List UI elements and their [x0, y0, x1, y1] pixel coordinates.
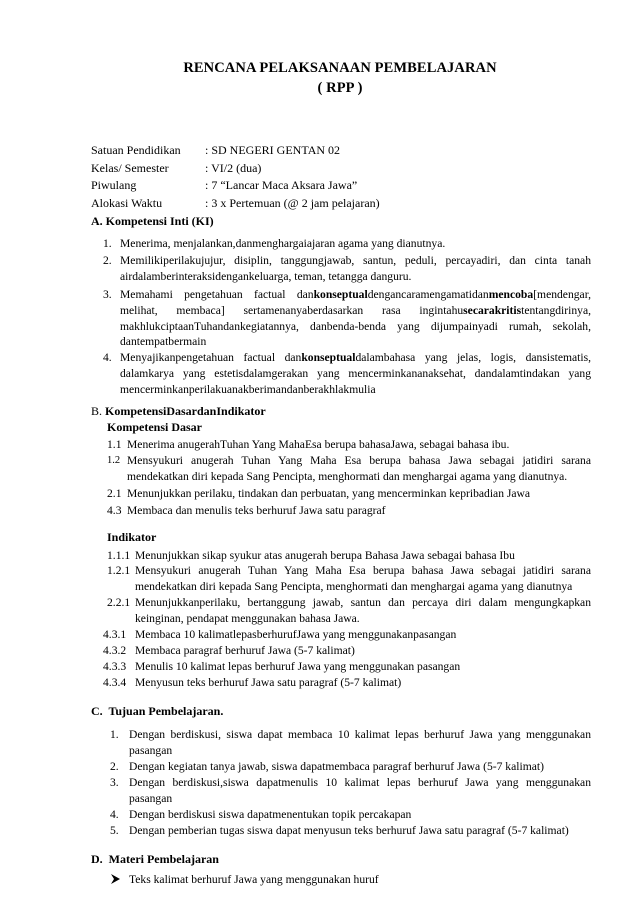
section-c-heading: C. Tujuan Pembelajaran.	[91, 704, 224, 718]
list-item	[103, 675, 591, 691]
page-subtitle: ( RPP )	[317, 80, 363, 96]
info-key: Alokasi Waktu	[91, 195, 163, 210]
list-number: 3.	[103, 288, 112, 301]
text-run: dengancaramengamatidan	[367, 288, 489, 301]
list-text: Membaca paragraf berhuruf Jawa (5-7 kalimat)	[135, 644, 355, 657]
list-number: 3.	[110, 776, 119, 789]
info-row	[91, 142, 380, 160]
arrow-bullet-icon-shape	[110, 873, 121, 885]
list-item	[110, 727, 591, 759]
list-number: 1.1.1	[107, 549, 131, 562]
bold-run: secarakritis	[463, 303, 522, 317]
list-number: 1.	[103, 237, 112, 250]
list-text: Menunjukkan perilaku, tindakan dan perbuatan, yang mencerminkan kepribadian Jawa	[127, 487, 531, 500]
info-value: : 7 “Lancar Maca Aksara Jawa”	[205, 178, 358, 192]
kd-subheading: Kompetensi Dasar	[107, 420, 202, 434]
info-value: : 3 x Pertemuan (@ 2 jam pelajaran)	[205, 195, 380, 210]
section-b-heading	[91, 404, 266, 419]
list-text	[103, 350, 591, 397]
list-item	[110, 807, 591, 823]
list-number: 1.2	[107, 455, 121, 466]
list-number: 5.	[110, 824, 119, 837]
list-number: 2.2.1	[107, 596, 131, 609]
list-text: Mensyukuri anugerah Tuhan Yang Maha Esa berupa bahasa Jawa sebagai jatidiri sarana mendekatkan diri kepada Sang Pencipta, menghormati dan menghargai agama yang dianutnya.	[127, 454, 591, 483]
text-run: [mendengar, melihat, membaca] sertamenanyaberdasarkan rasa ingintahu	[120, 288, 591, 317]
info-key: Satuan Pendidikan	[91, 143, 181, 157]
list-number: 4.3	[107, 504, 122, 517]
list-number: 4.3.3	[103, 660, 127, 673]
list-item	[103, 253, 591, 285]
list-text: Menerima anugerahTuhan Yang MahaEsa berupa bahasaJawa, sebagai bahasa ibu.	[127, 438, 510, 451]
list-number: 2.	[103, 254, 112, 267]
text-run: dalambahasa yang jelas, logis, dansistematis, dalamkarya yang estetisdalamgerakan yang mencerminkananaksehat, dandalamtindakan yang mencerminkanperilakuanakberimandanberakhlakmulia	[120, 351, 591, 396]
list-number: 2.1	[107, 487, 122, 500]
list-item	[107, 548, 591, 564]
info-row	[91, 195, 380, 213]
list-text: Menerima, menjalankan,danmenghargaiajaran agama yang dianutnya.	[120, 237, 446, 250]
list-number: 4.3.2	[103, 644, 127, 657]
list-item	[103, 350, 591, 397]
list-text: Dengan kegiatan tanya jawab, siswa dapatmembaca paragraf berhuruf Jawa (5-7 kalimat)	[129, 760, 544, 773]
info-value: : VI/2 (dua)	[205, 160, 262, 175]
list-item	[103, 659, 591, 675]
arrow-bullet-icon	[110, 873, 121, 889]
info-value: : SD NEGERI GENTAN 02	[205, 143, 341, 157]
info-key: Kelas/ Semester	[91, 160, 169, 175]
list-item	[107, 453, 591, 485]
info-key: Piwulang	[91, 178, 137, 192]
list-text: Menulis 10 kalimat lepas berhuruf Jawa yang menggunakan pasangan	[135, 660, 461, 673]
list-item	[103, 236, 591, 252]
list-number: 4.3.4	[103, 676, 127, 689]
list-text: Menunjukkan sikap syukur atas anugerah berupa Bahasa Jawa sebagai bahasa Ibu	[135, 549, 515, 562]
list-item	[107, 563, 591, 595]
page-title: RENCANA PELAKSANAAN PEMBELAJARAN	[183, 60, 497, 76]
bold-run: konseptual	[313, 288, 368, 301]
indikator-subheading: Indikator	[107, 530, 157, 544]
list-item	[107, 503, 591, 519]
bold-run: konseptual	[301, 351, 356, 364]
list-text: Dengan berdiskusi siswa dapatmenentukan topik percakapan	[129, 808, 412, 821]
list-item	[107, 595, 591, 627]
list-text: Memilikiperilakujujur, disiplin, tanggungjawab, santun, peduli, percayadiri, dan cinta tanah airdalamberinteraksidengankeluarga, teman, tetangga danguru.	[120, 254, 591, 283]
bullet-text: Teks kalimat berhuruf Jawa yang menggunakan huruf	[129, 873, 379, 886]
list-number: 1.	[110, 728, 119, 741]
list-number: 1.1	[107, 438, 122, 451]
list-number: 4.3.1	[103, 628, 127, 641]
list-text: Membaca dan menulis teks berhuruf Jawa satu paragraf	[127, 504, 386, 517]
list-item	[103, 627, 591, 643]
section-a-heading: A. Kompetensi Inti (KI)	[91, 214, 214, 228]
list-number: 2.	[110, 760, 119, 773]
identity-table	[91, 142, 380, 212]
list-number: 4.	[103, 351, 112, 364]
section-d-heading: D. Materi Pembelajaran	[91, 852, 219, 866]
info-row	[91, 160, 380, 178]
list-item	[107, 437, 591, 453]
list-number: 1.2.1	[107, 564, 131, 577]
list-text	[103, 287, 591, 350]
list-number: 4.	[110, 808, 119, 821]
list-item	[110, 775, 591, 807]
list-text: Dengan pemberian tugas siswa dapat menyusun teks berhuruf Jawa satu paragraf (5-7 kalimat)	[129, 824, 569, 837]
info-row	[91, 177, 380, 195]
bold-run: mencoba	[488, 288, 534, 301]
list-item	[110, 759, 591, 775]
list-text: Mensyukuri anugerah Tuhan Yang Maha Esa berupa bahasa Jawa sebagai jatidiri sarana mendekatkan diri kepada Sang Pencipta, menghormati dan menghargai agama yang dianutnya	[135, 564, 591, 593]
text-run: tentangdirinya, makhlukciptaanTuhandankegiatannya, danbenda-benda yang dijumpainyadi rumah, sekolah, dantempatbermain	[120, 303, 591, 349]
list-item	[103, 643, 591, 659]
list-text: Membaca 10 kalimatlepasberhurufJawa yang menggunakanpasangan	[135, 628, 457, 641]
list-item	[110, 823, 591, 839]
list-item	[107, 486, 591, 502]
list-text: Dengan berdiskusi,siswa dapatmenulis 10 kalimat lepas berhuruf Jawa yang menggunakan pasangan	[129, 776, 591, 805]
list-text: Menunjukkanperilaku, bertanggung jawab, santun dan percaya diri dalam mengungkapkan keinginan, pendapat menggunakan bahasa Jawa.	[135, 596, 591, 625]
section-letter: B.	[91, 404, 103, 418]
section-title: KompetensiDasardanIndikator	[105, 404, 266, 418]
list-text: Dengan berdiskusi, siswa dapat membaca 10 kalimat lepas berhuruf Jawa yang menggunakan pasangan	[129, 728, 591, 757]
list-item	[103, 287, 591, 350]
list-text: Menyusun teks berhuruf Jawa satu paragraf (5-7 kalimat)	[135, 676, 402, 689]
text-run: Memahami pengetahuan factual dan	[120, 288, 314, 301]
text-run: Menyajikanpengetahuan factual dan	[120, 351, 302, 364]
